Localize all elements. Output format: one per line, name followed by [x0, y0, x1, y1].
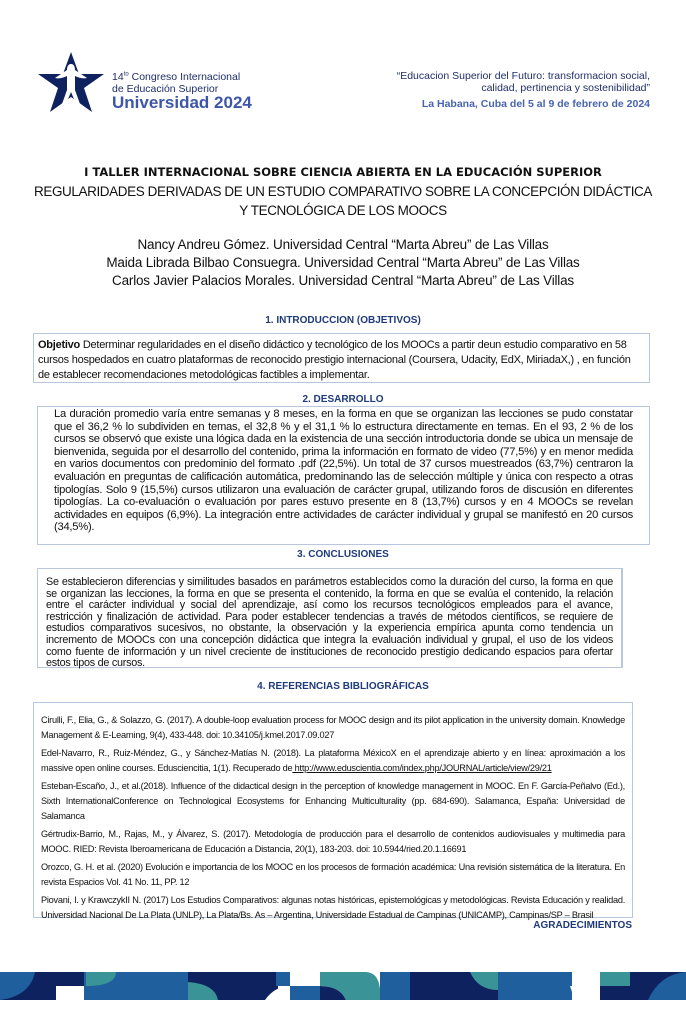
- intro-box: [33, 333, 650, 383]
- authors: [0, 236, 686, 290]
- reference-link[interactable]: http://www.eduscientia.com/index.php/JOURNAL/article/view/29/21: [292, 763, 552, 773]
- paper-title-line: REGULARIDADES DERIVADAS DE UN ESTUDIO COMPARATIVO SOBRE LA CONCEPCIÓN DIDÁCTICA: [33, 184, 652, 199]
- objective-label: Objetivo: [38, 339, 81, 351]
- motto-line: calidad, pertinencia y sostenibilidad”: [481, 82, 650, 94]
- paper-title: [0, 182, 686, 220]
- logo-line1: $14^{to}$ Congreso Internacional: [112, 71, 241, 83]
- reference-item: Cirulli, F., Elia, G., & Solazzo, G. (2017). A double-loop evaluation process for MOOC design and its pilot application in the university domain. Knowledge Management & E-Learning, 9(4), 433-448. doi: 10.34105/j.kmel.2017.09.027: [41, 715, 625, 740]
- section-heading-agradecimientos: AGRADECIMIENTOS: [533, 920, 632, 931]
- author: Carlos Javier Palacios Morales. Universidad Central “Marta Abreu” de Las Villas: [112, 273, 574, 288]
- reference-item: Gértrudix-Barrio, M., Rajas, M., y Álvarez, S. (2017). Metodología de producción para el desarrollo de contenidos audiovisuales y multimedia para MOOC. RIED: Revista Iberoamericana de Educación a Distancia, 20(1), 183-203. doi: 10.5944/ried.20.1.16691: [41, 829, 625, 854]
- congress-place-date: La Habana, Cuba del 5 al 9 de febrero de 2024: [421, 98, 650, 110]
- reference-item: Orozco, G. H. et al. (2020) Evolución e importancia de los MOOC en los procesos de formación académica: Una revisión sistemática de la literatura. En revista Espacios Vol. 41 No. 11, PP. 12: [41, 862, 625, 887]
- section-heading-referencias: 4. REFERENCIAS BIBLIOGRÁFICAS: [257, 681, 429, 692]
- reference-item: Esteban-Escaño, J., et al.(2018). Influence of the didactical design in the perception of knowledge management in MOOC. En F. García-Peñalvo (Ed.), Sixth InternationalConference on Technological Ecosystems for Enhancing Multiculturality (pp. 684-690). Salamanca, España: Universidad de Salamanca: [41, 781, 625, 821]
- star-figure-icon: [36, 50, 106, 114]
- congress-logo: [36, 50, 252, 114]
- congress-motto: [397, 70, 650, 94]
- desarrollo-box: La duración promedio varía entre semanas y 8 meses, en la forma en que se organizan las lecciones se pudo constatar que el 36,2 % lo subdividen en temas, el 32,8 % y el 31,1 % lo estructura directamente en temas. En el 93, 2 % de los cursos se observó que existe una lógica dada en la existencia de una sección introductoria donde se ubica un mensaje de bienvenida, seguida por el desarrollo del contenido, prima la información en formato de video (77,5%) y en menor medida en varios documentos con predominio del formato .pdf (22,5%). Un total de 37 cursos muestreados (63,7%) centraron la evaluación en preguntas de calificación automática, predominando las de selección múltiple y única con respecto a otras tipologías. Solo 9 (15,5%) cursos utilizaron una evaluación de carácter grupal, utilizando foros de discusión en diferentes tipologías. La co-evaluación o evaluación por pares estuvo presente en 8 (13,7%) cursos y en 4 MOOCs se revelan actividades en equipos (6,9%). La integración entre actividades de carácter individual y grupal se manifestó en 20 cursos (34,5%).: [37, 406, 650, 545]
- author: Maida Librada Bilbao Consuegra. Universidad Central “Marta Abreu” de Las Villas: [106, 255, 580, 270]
- event-title: I TALLER INTERNACIONAL SOBRE CIENCIA ABIERTA EN LA EDUCACIÓN SUPERIOR: [84, 165, 602, 179]
- logo-line3: Universidad 2024: [112, 93, 252, 112]
- footer-decorative-band: [0, 972, 686, 1000]
- section-heading-desarrollo: 2. DESARROLLO: [302, 394, 384, 405]
- paper-title-line: Y TECNOLÓGICA DE LOS MOOCS: [239, 203, 447, 218]
- motto-line: “Educacion Superior del Futuro: transformacion social,: [396, 70, 650, 82]
- reference-item: Piovani, I. y KrawczykII N. (2017) Los Estudios Comparativos: algunas notas históricas, epistemológicas y metodológicas. Revista Educación y realidad. Universidad Nacional De La Plata (UNLP), La Plata/Bs. As – Argentina, Universidade Estadual de Campinas (UNICAMP), Campinas/SP – Brasil: [41, 895, 625, 920]
- section-heading-intro: 1. INTRODUCCION (OBJETIVOS): [265, 315, 421, 326]
- conclusiones-box: Se establecieron diferencias y similitudes basados en parámetros establecidos como la duración del curso, la forma en que se organizan las lecciones, la forma en que se presenta el contenido, la forma en que se evalúa el contenido, la relación entre el carácter individual y social del aprendizaje, así como los recursos tecnológicos empleados para el avance, restricción y finalización de actividad. Para poder establecer tendencias a través de métodos científicos, se requiere de estudios comparativos sucesivos, no obstante, la observación y la experiencia empírica apunta como tendencia un incremento de MOOCs con una concepción didáctica que integra la evaluación individual y grupal, el uso de los videos como fuente de información y un nivel creciente de instituciones de reconocido prestigio dedicando espacios para ofertar estos tipos de cursos.: [37, 568, 623, 668]
- reference-text: Edel-Navarro, R., Ruiz-Méndez, G., y Sánchez-Matías N. (2018). La plataforma MéxicoX en el aprendizaje abierto y en línea: aproximación a los massive open online courses. Edusciencitia, 1(1). Recuperado de: [41, 748, 625, 773]
- section-heading-conclusiones: 3. CONCLUSIONES: [297, 549, 389, 560]
- author: Nancy Andreu Gómez. Universidad Central “Marta Abreu” de Las Villas: [137, 237, 549, 252]
- referencias-box: [33, 702, 633, 918]
- logo-line2: de Educación Superior: [112, 83, 219, 95]
- reference-item: [41, 746, 625, 776]
- objective-text: Determinar regularidades en el diseño didáctico y tecnológico de los MOOCs a partir deun estudio comparativo en 58 cursos hospedados en cuatro plataformas de reconocido prestigio internacional (Coursera, Udacity, EdX, MiriadaX,) , en función de establecer recomendaciones metodológicas factibles a implementar.: [38, 339, 631, 381]
